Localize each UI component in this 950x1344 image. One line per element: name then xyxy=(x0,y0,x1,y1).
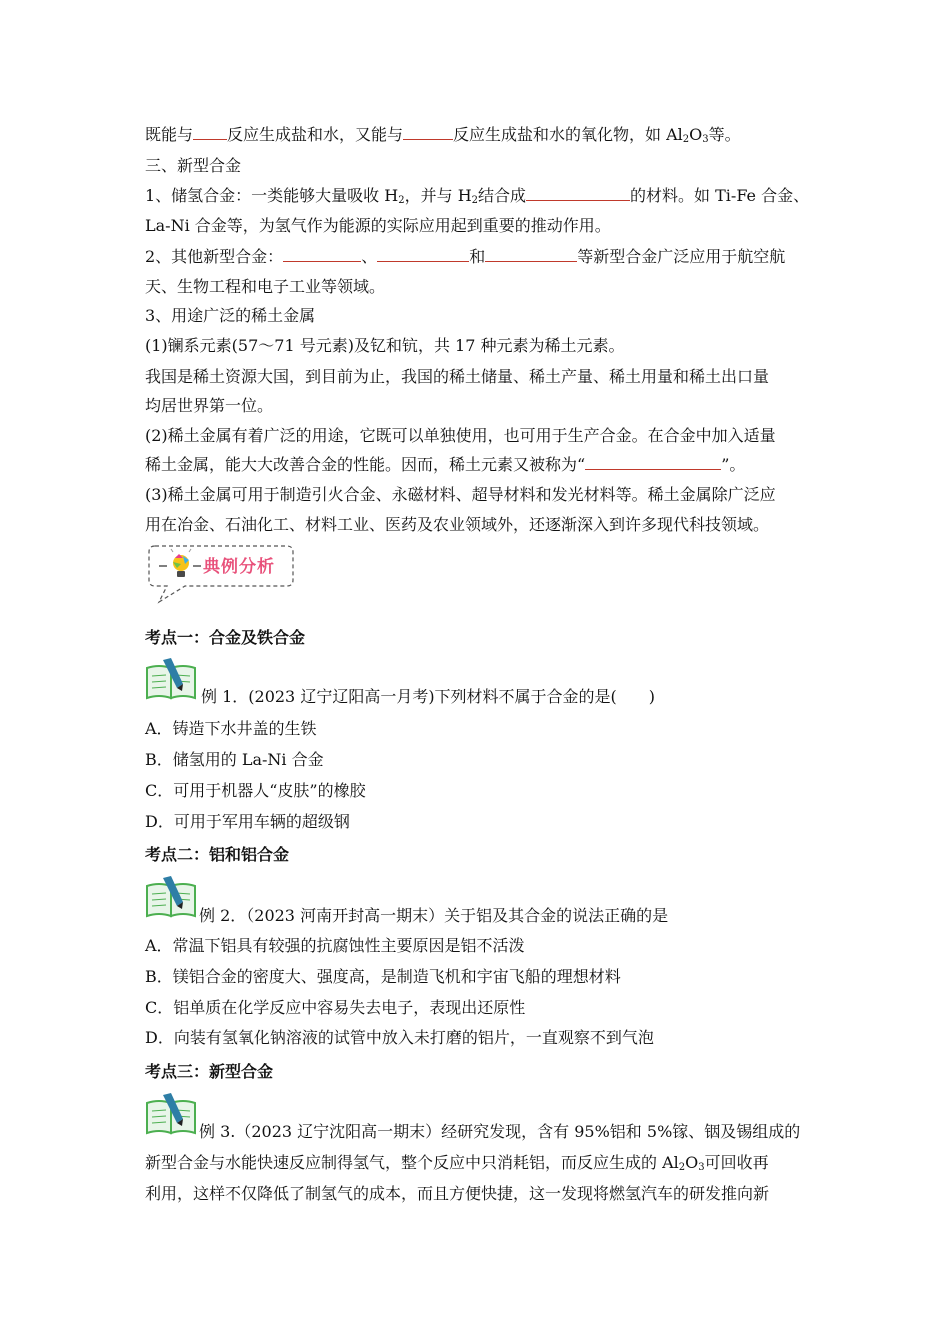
section-title: 三、新型合金 xyxy=(145,156,242,175)
kaodian-2-title: 考点二：铝和铝合金 xyxy=(145,845,290,864)
subscript: 2 xyxy=(471,195,479,206)
fill-blank[interactable] xyxy=(193,124,227,140)
paragraph-line: 用在冶金、石油化工、材料工业、医药及农业领域外，还逐渐深入到许多现代科技领域。 xyxy=(145,515,770,534)
kaodian-1-title: 考点一：合金及铁合金 xyxy=(145,628,306,647)
text: 反应生成盐和水，又能与 xyxy=(227,125,404,144)
paragraph-line xyxy=(145,185,809,207)
book-pencil-icon xyxy=(145,876,199,920)
text: 的材料。如 Ti-Fe 合金、 xyxy=(630,186,810,205)
text: 1、储氢合金：一类能够大量吸收 H xyxy=(145,186,399,205)
option-b[interactable]: B．镁铝合金的密度大、强度高，是制造飞机和宇宙飞船的理想材料 xyxy=(145,967,621,986)
fill-blank[interactable] xyxy=(283,246,361,262)
option-a[interactable]: A．铸造下水井盖的生铁 xyxy=(145,719,317,738)
fill-blank[interactable] xyxy=(585,454,721,470)
option-a[interactable]: A．常温下铝具有较强的抗腐蚀性主要原因是铝不活泼 xyxy=(145,936,525,955)
option-b[interactable]: B．储氢用的 La-Ni 合金 xyxy=(145,750,324,769)
paragraph-line xyxy=(145,454,745,476)
book-pencil-icon xyxy=(145,1093,199,1137)
subscript: 2 xyxy=(398,195,405,206)
text: 等新型合金广泛应用于航空航 xyxy=(577,247,786,266)
text: 结合成 xyxy=(478,186,527,205)
fill-blank[interactable] xyxy=(485,246,577,262)
option-c[interactable]: C．可用于机器人“皮肤”的橡胶 xyxy=(145,781,366,800)
paragraph-line: 均居世界第一位。 xyxy=(145,396,274,415)
text: 稀土金属，能大大改善合金的性能。因而，稀土元素又被称为“ xyxy=(145,455,586,474)
text: 新型合金与水能快速反应制得氢气，整个反应中只消耗铝，而反应生成的 Al xyxy=(145,1153,679,1172)
question-3-line: 利用，这样不仅降低了制氢气的成本，而且方便快捷，这一发现将燃氢汽车的研发推向新 xyxy=(145,1184,770,1203)
question-2: 例 2．（2023 河南开封高一期末）关于铝及其合金的说法正确的是 xyxy=(199,906,669,925)
fill-blank[interactable] xyxy=(377,246,469,262)
subscript: 3 xyxy=(702,134,709,145)
paragraph-line: (1)镧系元素(57～71 号元素)及钇和钪，共 17 种元素为稀土元素。 xyxy=(145,336,625,355)
paragraph-line: 3、用途广泛的稀土金属 xyxy=(145,306,316,325)
text: O xyxy=(685,1153,699,1172)
subscript: 2 xyxy=(678,1162,686,1173)
option-d[interactable]: D．向装有氢氧化钠溶液的试管中放入未打磨的铝片，一直观察不到气泡 xyxy=(145,1028,654,1047)
text: ，并与 H xyxy=(404,186,472,205)
text: 和 xyxy=(469,247,486,266)
paragraph-line: (2)稀土金属有着广泛的用途，它既可以单独使用，也可用于生产合金。在合金中加入适量 xyxy=(145,426,776,445)
fill-blank[interactable] xyxy=(403,124,453,140)
paragraph-line xyxy=(145,246,785,268)
badge-text: 典例分析 xyxy=(203,557,275,577)
text: 既能与 xyxy=(145,125,194,144)
text: ”。 xyxy=(721,455,746,474)
text: 可回收再 xyxy=(704,1153,769,1172)
kaodian-3-title: 考点三：新型合金 xyxy=(145,1062,274,1081)
question-1: 例 1．(2023 辽宁辽阳高一月考)下列材料不属于合金的是( ) xyxy=(201,687,656,706)
question-3-line: 例 3.（2023 辽宁沈阳高一期末）经研究发现，含有 95%铝和 5%镓、铟及锡组成的 xyxy=(199,1122,801,1141)
text: 2、其他新型合金： xyxy=(145,247,284,266)
option-c[interactable]: C．铝单质在化学反应中容易失去电子，表现出还原性 xyxy=(145,998,526,1017)
subscript: 3 xyxy=(698,1162,705,1173)
example-analysis-badge xyxy=(145,542,297,606)
text: 、 xyxy=(361,247,378,266)
subscript: 2 xyxy=(682,134,690,145)
paragraph-line: (3)稀土金属可用于制造引火合金、永磁材料、超导材料和发光材料等。稀土金属除广泛应 xyxy=(145,485,776,504)
paragraph-line: 我国是稀土资源大国，到目前为止，我国的稀土储量、稀土产量、稀土用量和稀土出口量 xyxy=(145,367,770,386)
text: O xyxy=(689,125,703,144)
option-d[interactable]: D．可用于军用车辆的超级钢 xyxy=(145,812,350,831)
intro-line xyxy=(145,124,741,146)
question-3-line xyxy=(145,1152,769,1174)
text: 等。 xyxy=(708,125,741,144)
book-pencil-icon xyxy=(145,658,199,702)
paragraph-line: La-Ni 合金等，为氢气作为能源的实际应用起到重要的推动作用。 xyxy=(145,216,611,235)
fill-blank[interactable] xyxy=(526,185,630,201)
paragraph-line: 天、生物工程和电子工业等领域。 xyxy=(145,277,386,296)
text: 反应生成盐和水的氧化物，如 Al xyxy=(453,125,683,144)
bulb-icon xyxy=(171,549,191,577)
